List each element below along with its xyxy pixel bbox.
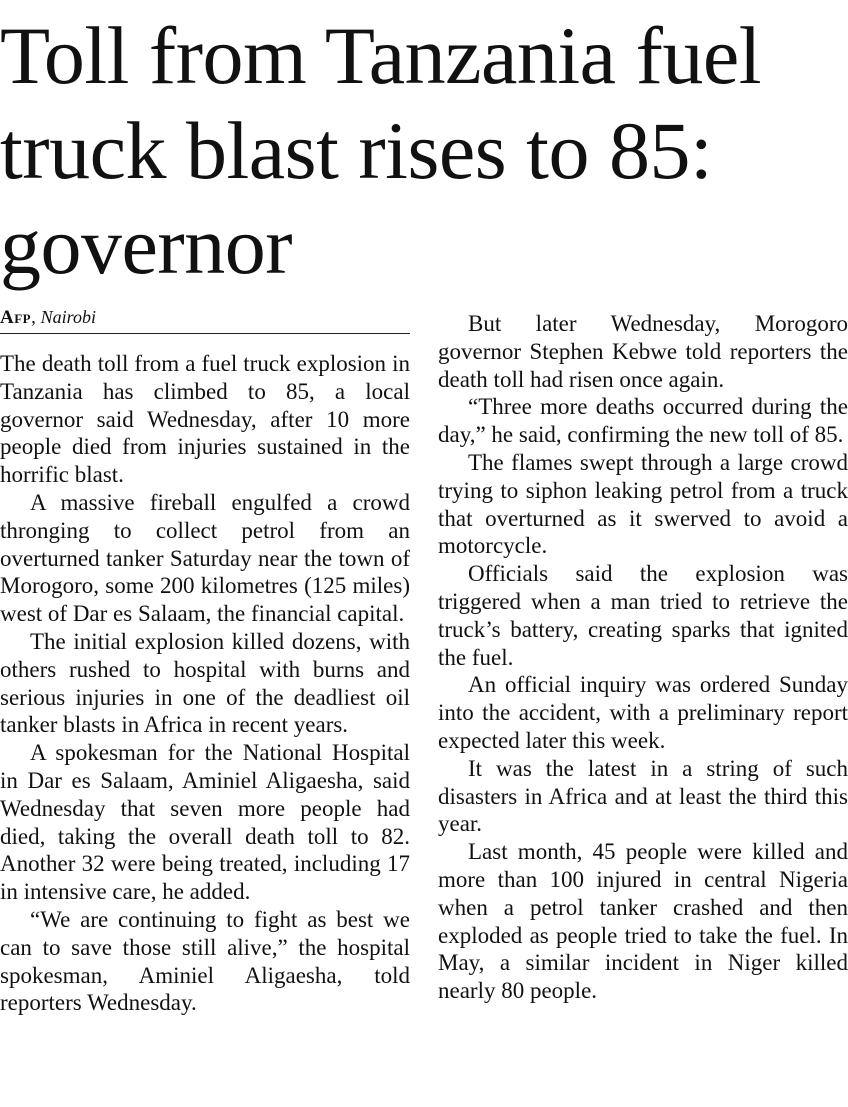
- paragraph: An official inquiry was ordered Sunday into the accident, with a preliminary report expected later this week.: [438, 672, 848, 753]
- paragraph: The flames swept through a large crowd trying to siphon leaking petrol from a truck that overturned as it swerved to avoid a motorcycle.: [438, 449, 848, 559]
- article-headline: Toll from Tanzania fuel truck blast rises to 85: governor: [0, 10, 762, 291]
- paragraph: But later Wednesday, Morogoro governor Stephen Kebwe told reporters the death toll had risen once again.: [438, 311, 848, 392]
- paragraph: “Three more deaths occurred during the day,” he said, confirming the new toll of 85.: [438, 394, 848, 448]
- article-column-left: [0, 350, 410, 1017]
- byline-separator: ,: [31, 307, 36, 328]
- article-column-right: [438, 310, 848, 1005]
- byline-agency: Afp: [0, 307, 32, 328]
- paragraph: Officials said the explosion was triggered when a man tried to retrieve the truck’s battery, creating sparks that ignited the fuel.: [438, 561, 848, 670]
- paragraph: A massive fireball engulfed a crowd thronging to collect petrol from an overturned tanker Saturday near the town of Morogoro, some 200 kilometres (125 miles) west of Dar es Salaam, the financial capital.: [0, 489, 410, 627]
- paragraph: A spokesman for the National Hospital in Dar es Salaam, Aminiel Aligaesha, said Wednesday that seven more people had died, taking the overall death toll to 82. Another 32 were being treated, including 17 in intensive care, he added.: [0, 740, 410, 905]
- paragraph: Last month, 45 people were killed and more than 100 injured in central Nigeria when a petrol tanker crashed and then exploded as people tried to take the fuel. In May, a similar incident in Niger killed nearly 80 people.: [438, 839, 848, 1004]
- byline-location: Nairobi: [40, 307, 96, 327]
- byline: [0, 302, 410, 334]
- paragraph: It was the latest in a string of such disasters in Africa and at least the third this year.: [438, 755, 848, 837]
- paragraph: The initial explosion killed dozens, with others rushed to hospital with burns and serious injuries in one of the deadliest oil tanker blasts in Africa in recent years.: [0, 628, 410, 738]
- paragraph: The death toll from a fuel truck explosion in Tanzania has climbed to 85, a local governor said Wednesday, after 10 more people died from injuries sustained in the horrific blast.: [0, 351, 410, 488]
- paragraph: “We are continuing to fight as best we can to save those still alive,” the hospital spokesman, Aminiel Aligaesha, told reporters Wednesday.: [0, 906, 410, 1016]
